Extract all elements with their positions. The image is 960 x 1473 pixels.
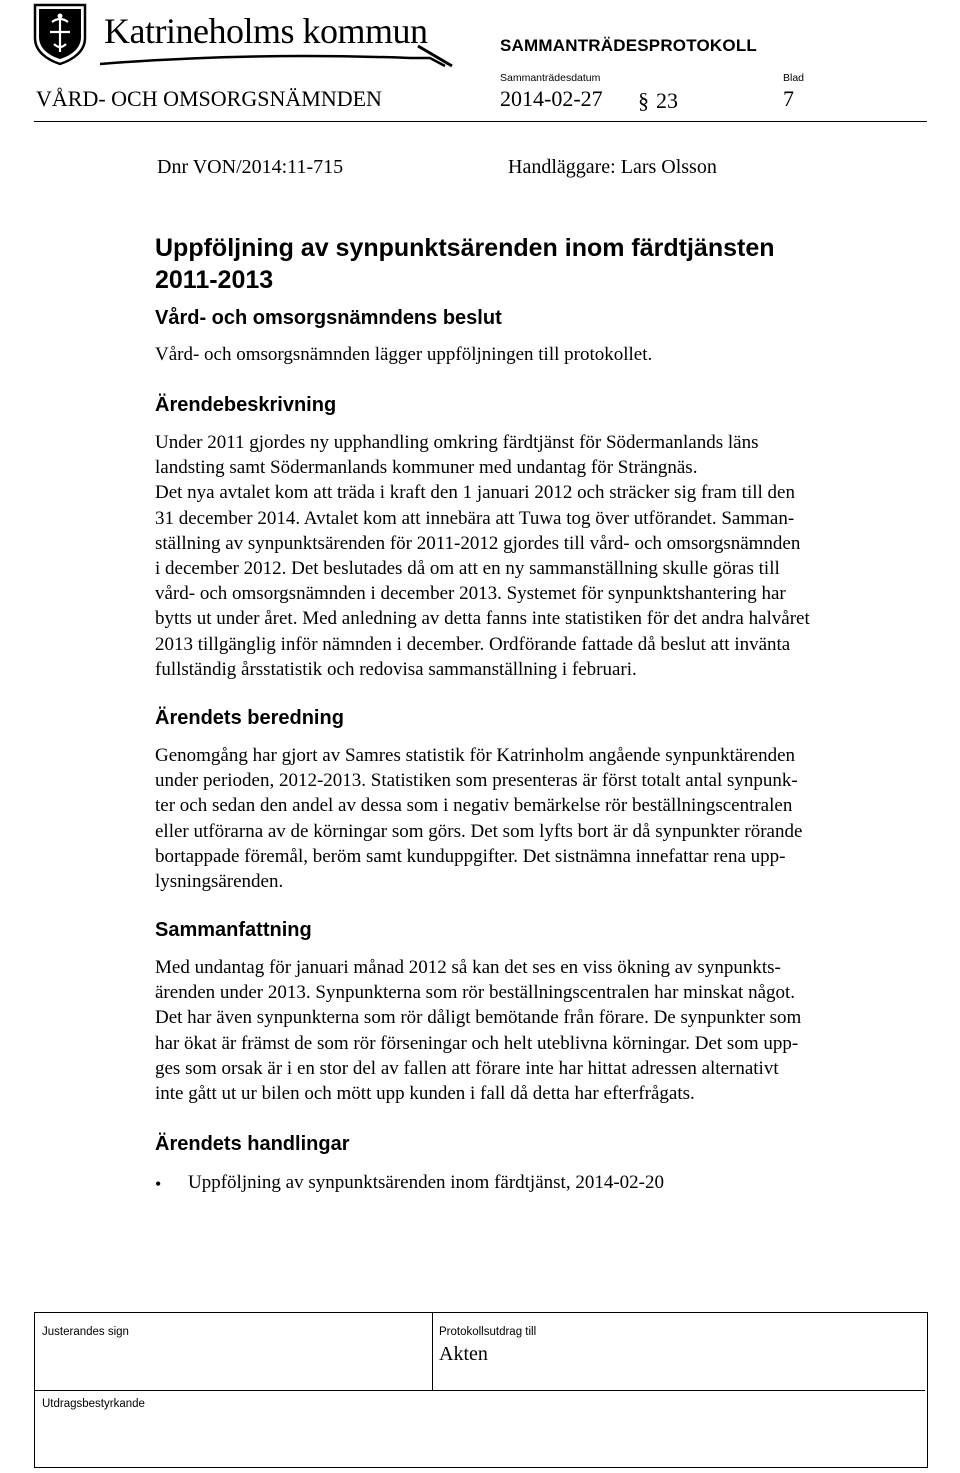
extract-certification-label: Utdragsbestyrkande xyxy=(42,1398,145,1410)
title-line: 2011-2013 xyxy=(155,266,274,294)
signature-label: Justerandes sign xyxy=(42,1326,129,1338)
section-body-decision xyxy=(155,342,925,367)
body-line: Vård- och omsorgsnämnden lägger uppföljningen till protokollet. xyxy=(155,344,653,365)
body-line: Det har även synpunkterna som rör dåligt bemötande från förare. De synpunkter som xyxy=(155,1007,802,1029)
body-line: i december 2012. Det beslutades då om att en ny sammanställning skulle göras till xyxy=(155,558,780,580)
body-line: vård- och omsorgsnämnden i december 2013. Systemet för synpunktshantering har xyxy=(155,583,786,605)
section-body-summary xyxy=(155,955,925,1106)
title-line: Uppföljning av synpunktsärenden inom färdtjänsten xyxy=(155,234,775,262)
body-line: landsting samt Södermanlands kommuner med undantag för Strängnäs. xyxy=(155,457,698,479)
section-heading-summary: Sammanfattning xyxy=(155,919,312,941)
document-list-item-text: Uppföljning av synpunktsärenden inom färdtjänst, 2014-02-20 xyxy=(188,1172,664,1193)
case-number: Dnr VON/2014:11-715 xyxy=(157,156,344,178)
municipality-coat-of-arms-logo xyxy=(32,2,88,66)
organization-name: Katrineholms kommun xyxy=(104,11,428,51)
body-line: 2013 tillgänglig inför nämnden i december. Ordförande fattade då beslut att invänta xyxy=(155,633,791,655)
section-body-description xyxy=(155,430,925,682)
paragraph-mark: § xyxy=(638,88,649,113)
body-line: Med undantag för januari månad 2012 så kan det ses en viss ökning av synpunkts- xyxy=(155,957,781,978)
paragraph-number: 23 xyxy=(656,88,678,113)
body-line: lysningsärenden. xyxy=(155,871,284,893)
body-line: ärenden under 2013. Synpunkterna som rör beställningscentralen har minskat något. xyxy=(155,982,796,1004)
bullet-icon: • xyxy=(155,1174,162,1194)
page-number: 7 xyxy=(783,86,794,111)
extract-recipient-label: Protokollsutdrag till xyxy=(439,1326,537,1338)
body-line: Genomgång har gjort av Samres statistik för Katrinholm angående synpunktärenden xyxy=(155,745,796,766)
body-line: ges som orsak är i en stor del av fallen att förare inte har hittat adressen alternativt xyxy=(155,1057,779,1079)
extract-recipient-value: Akten xyxy=(439,1343,488,1365)
body-line: Det nya avtalet kom att träda i kraft den 1 januari 2012 och sträcker sig fram till den xyxy=(155,482,795,504)
body-line: eller utförarna av de körningar som görs. Det som lyfts bort är då synpunkter rörande xyxy=(155,820,803,842)
meeting-date-label: Sammanträdesdatum xyxy=(500,72,601,84)
body-line: Under 2011 gjordes ny upphandling omkring färdtjänst för Södermanlands läns xyxy=(155,432,759,453)
footer-divider-horizontal xyxy=(35,1390,925,1391)
body-line: har ökat är främst de som rör förseningar och helt uteblivna körningar. Det som upp- xyxy=(155,1032,799,1054)
case-handler: Handläggare: Lars Olsson xyxy=(508,156,717,178)
body-line: bortappade föremål, beröm samt kunduppgifter. Det sistnämna innefattar rena upp- xyxy=(155,845,786,867)
logo-underline-swoosh xyxy=(100,44,472,68)
document-title xyxy=(155,232,895,296)
page-label: Blad xyxy=(783,72,805,84)
document-type: SAMMANTRÄDESPROTOKOLL xyxy=(500,36,757,55)
body-line: inte gått ut ur bilen och mött upp kunden i fall då detta har efterfrågats. xyxy=(155,1083,695,1105)
body-line: ställning av synpunktsärenden för 2011-2012 gjordes till vård- och omsorgsnämnden xyxy=(155,532,801,554)
body-line: 31 december 2014. Avtalet kom att innebära att Tuwa tog över utförandet. Samman- xyxy=(155,507,795,529)
section-body-preparation xyxy=(155,743,925,894)
body-line: under perioden, 2012-2013. Statistiken som presenteras är först totalt antal synpunk- xyxy=(155,770,798,792)
committee-name: VÅRD- OCH OMSORGSNÄMNDEN xyxy=(36,86,382,111)
section-heading-decision: Vård- och omsorgsnämndens beslut xyxy=(155,307,502,329)
body-line: bytts ut under året. Med anledning av detta fanns inte statistiken för det andra halvåret xyxy=(155,608,810,630)
section-heading-documents: Ärendets handlingar xyxy=(155,1133,350,1155)
body-line: fullständig årsstatistik och redovisa sammanställning i februari. xyxy=(155,658,637,680)
meeting-date: 2014-02-27 xyxy=(500,86,603,111)
section-heading-preparation: Ärendets beredning xyxy=(155,707,344,729)
footer-divider-vertical xyxy=(432,1313,433,1390)
signature-footer-box xyxy=(34,1312,928,1468)
header-divider xyxy=(34,121,927,122)
body-line: ter och sedan den andel av dessa som i negativ bemärkelse rör beställningscentralen xyxy=(155,795,793,817)
section-heading-description: Ärendebeskrivning xyxy=(155,394,337,416)
